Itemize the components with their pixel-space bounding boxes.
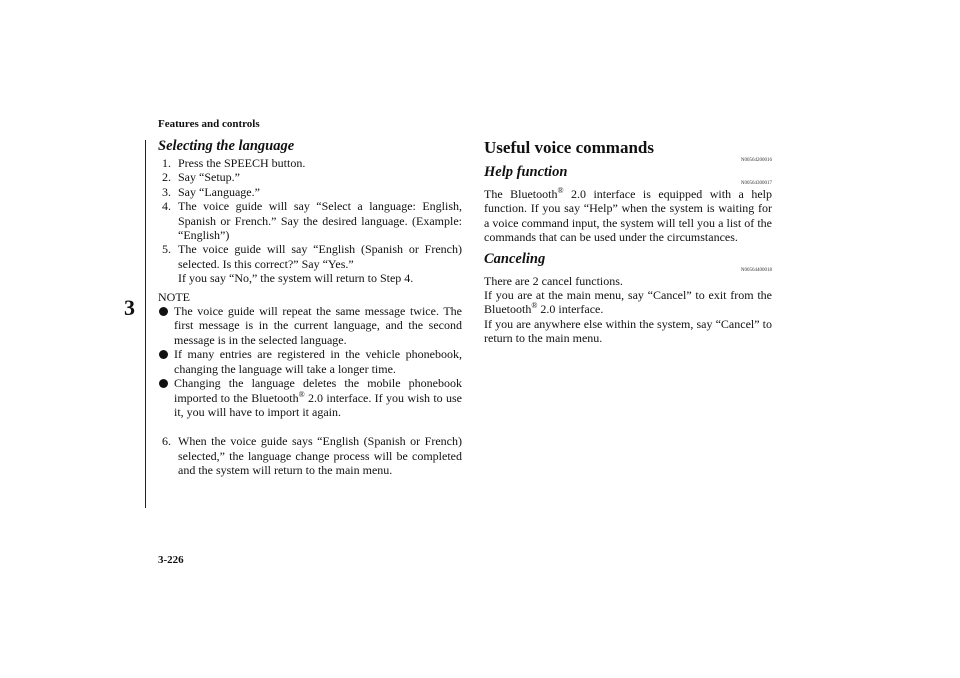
paragraph-text: The Bluetooth: [484, 187, 558, 201]
reference-code: N00564200016: [740, 158, 772, 163]
help-function-heading: Help function: [484, 164, 568, 180]
reference-code: N00564300017: [740, 181, 772, 186]
paragraph-text: 2.0 interface is equipped with a help function. If you say “Help” when the system is waiting for a voice command input, the system will tell you a list of the commands that can be used under the circumstances.: [484, 187, 772, 245]
reference-code: N00564400018: [740, 267, 772, 273]
canceling-heading: Canceling: [484, 250, 546, 267]
note-text: If many entries are registered in the vehicle phonebook, changing the language will take a longer time.: [174, 347, 462, 376]
canceling-paragraph: [484, 288, 772, 317]
useful-voice-commands-heading: Useful voice commands: [484, 138, 654, 157]
list-item: [158, 304, 462, 347]
step-text: The voice guide will say “English (Spanish or French) selected. Is this correct?” Say “Yes.”: [178, 242, 462, 271]
list-item: [158, 199, 462, 242]
step-text: The voice guide will say “Select a language: English, Spanish or French.” Say the desired language. (Example: “English”): [178, 199, 462, 243]
bullet-icon: [159, 350, 168, 359]
note-text: Changing the language deletes the mobile phonebook imported to the Bluetooth: [174, 376, 462, 405]
step-number: 2.: [162, 170, 171, 185]
step-text: Press the SPEECH button.: [178, 156, 306, 170]
list-item: [158, 347, 462, 376]
canceling-line: There are 2 cancel functions.: [484, 273, 623, 288]
bullet-icon: [159, 379, 168, 388]
canceling-paragraph: If you are anywhere else within the system, say “Cancel” to return to the main menu.: [484, 316, 772, 346]
help-function-paragraph: [484, 187, 772, 245]
note-text: The voice guide will repeat the same message twice. The first message is in the current language, and the second message is in the selected language.: [174, 304, 462, 347]
language-steps-list-continued: [158, 434, 462, 477]
note-label: NOTE: [158, 289, 190, 304]
list-item: [158, 242, 462, 285]
list-item: [158, 185, 462, 199]
note-bullet-list: [158, 304, 462, 419]
right-column: [484, 138, 772, 346]
step-number: 5.: [162, 242, 171, 257]
note-text: 2.0 interface. If you wish to use it, you will have to import it again.: [174, 390, 462, 419]
left-column: [158, 138, 462, 478]
section-number-tab: 3: [124, 295, 135, 320]
bullet-icon: [159, 307, 168, 316]
registered-mark: ®: [531, 301, 538, 311]
registered-mark: ®: [298, 389, 305, 399]
section-divider: [145, 140, 146, 508]
registered-mark: ®: [557, 186, 564, 195]
step-text-extra: If you say “No,” the system will return to Step 4.: [178, 271, 414, 286]
step-number: 4.: [162, 199, 171, 214]
step-text: Say “Setup.”: [178, 170, 240, 185]
list-item: [158, 170, 462, 184]
paragraph-text: If you are at the main menu, say “Cancel” to exit from the Bluetooth: [484, 288, 772, 317]
step-text: Say “Language.”: [178, 184, 260, 199]
language-steps-list: [158, 156, 462, 286]
page-header-title: Features and controls: [158, 118, 260, 130]
step-number: 1.: [162, 156, 171, 170]
step-number: 6.: [162, 434, 171, 449]
step-text: When the voice guide says “English (Spanish or French) selected,” the language change process will be completed and the system will return to the main menu.: [178, 434, 462, 478]
step-number: 3.: [162, 184, 171, 199]
list-item: [158, 156, 462, 170]
list-item: [158, 434, 462, 477]
list-item: [158, 376, 462, 419]
page-number: 3-226: [158, 554, 184, 566]
paragraph-text: 2.0 interface.: [537, 302, 604, 317]
selecting-language-heading: Selecting the language: [158, 138, 295, 154]
